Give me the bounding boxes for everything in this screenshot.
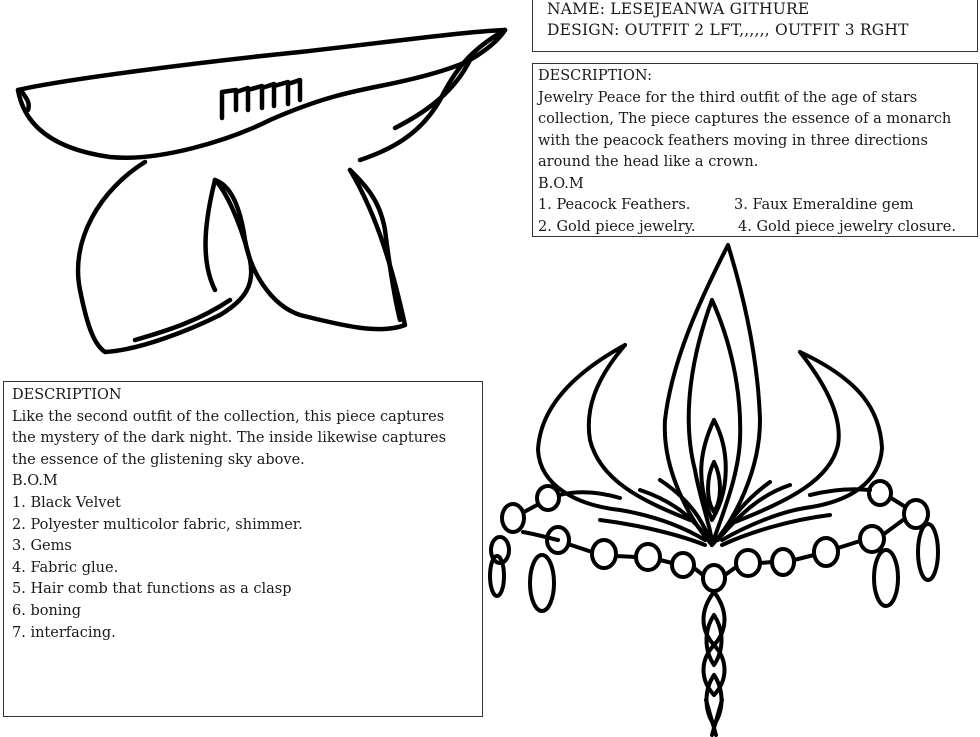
bom-item: 4. Gold piece jewelry closure. (738, 218, 956, 235)
outfit3-description-line: Jewelry Peace for the third outfit of the age of stars (538, 89, 918, 106)
designer-info-box (532, 0, 978, 52)
outfit2-description-line: the essence of the glistening sky above. (12, 451, 305, 468)
outfit3-bom-heading: B.O.M (538, 175, 584, 192)
bom-item: 7. interfacing. (12, 624, 116, 641)
outfit3-bom-row (538, 217, 971, 239)
bom-item: 3. Gems (12, 538, 72, 555)
outfit2-description-line: Like the second outfit of the collection, this piece captures (12, 408, 445, 425)
bom-item: 3. Faux Emeraldine gem (734, 197, 914, 213)
outfit3-description-line: around the head like a crown. (538, 154, 759, 170)
designer-name: NAME: LESEJEANWA GITHURE (547, 0, 810, 18)
outfit2-bom-heading: B.O.M (12, 473, 58, 490)
bom-item: 2. Gold piece jewelry. (538, 218, 696, 235)
outfit3-description-box (532, 63, 978, 237)
bom-item: 6. boning (12, 602, 82, 619)
outfit2-description-line: the mystery of the dark night. The inside likewise captures (12, 430, 447, 447)
outfit2-description-heading: DESCRIPTION (12, 387, 122, 403)
design-label: DESIGN: OUTFIT 2 LFT,,,,,, OUTFIT 3 RGHT (547, 21, 909, 39)
bom-item: 1. Black Velvet (12, 494, 121, 511)
outfit3-description-line: with the peacock feathers moving in three directions (538, 132, 928, 149)
bom-item: 4. Fabric glue. (12, 559, 119, 576)
outfit3-description-line: collection, The piece captures the essence of a monarch (538, 111, 952, 127)
outfit2-description-box (3, 381, 483, 717)
bom-item: 1. Peacock Feathers. (538, 197, 691, 213)
bom-item: 2. Polyester multicolor fabric, shimmer. (12, 516, 303, 533)
outfit3-bom-row (538, 195, 971, 217)
outfit3-description-heading: DESCRIPTION: (538, 68, 652, 84)
bom-item: 5. Hair comb that functions as a clasp (12, 581, 292, 598)
